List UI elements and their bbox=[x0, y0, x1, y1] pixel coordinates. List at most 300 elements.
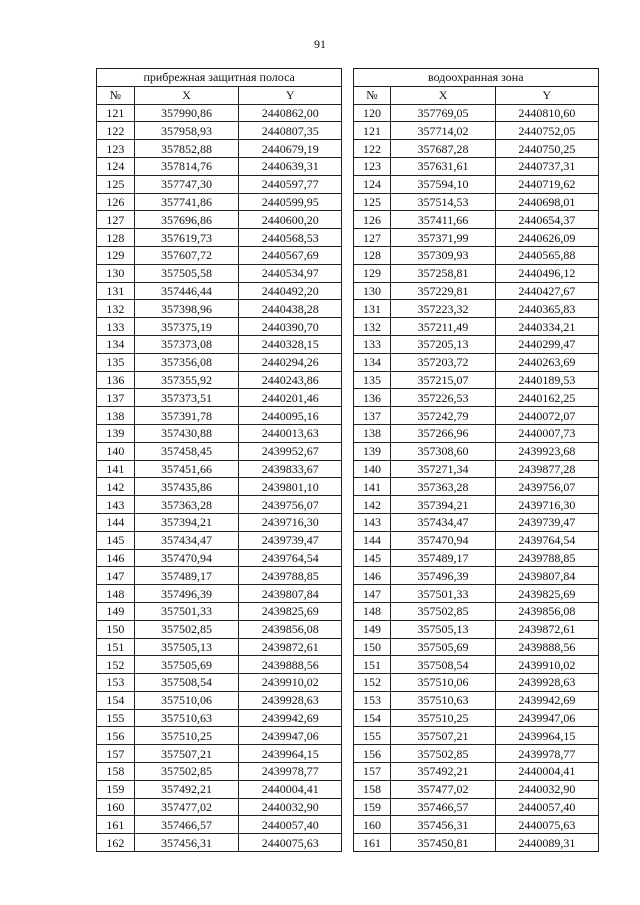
left-cell-x: 357510,63 bbox=[134, 709, 238, 727]
table-row bbox=[97, 389, 599, 407]
left-cell-x: 357451,66 bbox=[134, 460, 238, 478]
right-cell-x: 357266,96 bbox=[391, 424, 495, 442]
left-cell-number: 156 bbox=[97, 727, 135, 745]
left-cell-x: 357430,88 bbox=[134, 424, 238, 442]
column-gap bbox=[342, 282, 353, 300]
right-cell-y: 2440752,05 bbox=[495, 122, 598, 140]
left-cell-number: 157 bbox=[97, 745, 135, 763]
column-gap bbox=[342, 656, 353, 674]
column-gap bbox=[342, 104, 353, 122]
left-header-number: № bbox=[97, 86, 135, 104]
right-cell-x: 357502,85 bbox=[391, 745, 495, 763]
right-cell-y: 2440698,01 bbox=[495, 193, 598, 211]
right-cell-y: 2439756,07 bbox=[495, 478, 598, 496]
page-number: 91 bbox=[314, 37, 326, 51]
table-row bbox=[97, 531, 599, 549]
column-gap bbox=[342, 175, 353, 193]
right-cell-x: 357501,33 bbox=[391, 585, 495, 603]
right-cell-number: 124 bbox=[353, 175, 391, 193]
right-cell-number: 148 bbox=[353, 602, 391, 620]
right-cell-y: 2440072,07 bbox=[495, 407, 598, 425]
column-gap bbox=[342, 745, 353, 763]
table-row bbox=[97, 709, 599, 727]
left-cell-number: 161 bbox=[97, 816, 135, 834]
right-cell-x: 357769,05 bbox=[391, 104, 495, 122]
left-cell-y: 2439833,67 bbox=[239, 460, 342, 478]
left-cell-x: 357990,86 bbox=[134, 104, 238, 122]
right-cell-x: 357502,85 bbox=[391, 602, 495, 620]
right-cell-number: 161 bbox=[353, 834, 391, 852]
table-row bbox=[97, 407, 599, 425]
right-cell-x: 357714,02 bbox=[391, 122, 495, 140]
right-cell-x: 357470,94 bbox=[391, 531, 495, 549]
table-row bbox=[97, 674, 599, 692]
column-gap bbox=[342, 193, 353, 211]
right-cell-x: 357242,79 bbox=[391, 407, 495, 425]
right-cell-y: 2440263,69 bbox=[495, 353, 598, 371]
left-cell-y: 2439978,77 bbox=[239, 763, 342, 781]
right-cell-y: 2440365,83 bbox=[495, 300, 598, 318]
column-gap bbox=[342, 229, 353, 247]
left-cell-number: 153 bbox=[97, 674, 135, 692]
right-cell-x: 357489,17 bbox=[391, 549, 495, 567]
right-cell-y: 2439978,77 bbox=[495, 745, 598, 763]
right-cell-x: 357371,99 bbox=[391, 229, 495, 247]
left-cell-y: 2440004,41 bbox=[239, 780, 342, 798]
right-header-x: X bbox=[391, 86, 495, 104]
left-cell-x: 357434,47 bbox=[134, 531, 238, 549]
left-cell-x: 357505,69 bbox=[134, 656, 238, 674]
right-cell-number: 129 bbox=[353, 264, 391, 282]
table-row bbox=[97, 460, 599, 478]
left-cell-x: 357492,21 bbox=[134, 780, 238, 798]
column-gap bbox=[342, 407, 353, 425]
left-cell-x: 357375,19 bbox=[134, 318, 238, 336]
left-cell-x: 357456,31 bbox=[134, 834, 238, 852]
right-cell-y: 2440007,73 bbox=[495, 424, 598, 442]
column-gap bbox=[342, 567, 353, 585]
right-cell-x: 357203,72 bbox=[391, 353, 495, 371]
left-cell-x: 357496,39 bbox=[134, 585, 238, 603]
table-row bbox=[97, 549, 599, 567]
left-cell-x: 357373,08 bbox=[134, 335, 238, 353]
column-gap bbox=[342, 638, 353, 656]
right-cell-number: 126 bbox=[353, 211, 391, 229]
left-cell-y: 2440639,31 bbox=[239, 157, 342, 175]
left-cell-number: 133 bbox=[97, 318, 135, 336]
table-row bbox=[97, 140, 599, 158]
left-cell-number: 130 bbox=[97, 264, 135, 282]
column-gap bbox=[342, 246, 353, 264]
left-cell-number: 136 bbox=[97, 371, 135, 389]
right-cell-number: 154 bbox=[353, 709, 391, 727]
left-cell-number: 144 bbox=[97, 513, 135, 531]
right-cell-number: 151 bbox=[353, 656, 391, 674]
left-cell-number: 141 bbox=[97, 460, 135, 478]
left-cell-y: 2440600,20 bbox=[239, 211, 342, 229]
right-cell-number: 146 bbox=[353, 567, 391, 585]
table-row bbox=[97, 157, 599, 175]
right-header-y: Y bbox=[495, 86, 598, 104]
column-gap bbox=[342, 727, 353, 745]
left-cell-number: 124 bbox=[97, 157, 135, 175]
column-gap bbox=[342, 353, 353, 371]
left-cell-y: 2440390,70 bbox=[239, 318, 342, 336]
left-cell-number: 131 bbox=[97, 282, 135, 300]
right-cell-number: 152 bbox=[353, 674, 391, 692]
left-cell-y: 2440095,16 bbox=[239, 407, 342, 425]
table-row bbox=[97, 371, 599, 389]
right-cell-x: 357631,61 bbox=[391, 157, 495, 175]
right-cell-number: 130 bbox=[353, 282, 391, 300]
left-cell-x: 357607,72 bbox=[134, 246, 238, 264]
right-cell-y: 2440032,90 bbox=[495, 780, 598, 798]
right-cell-y: 2439825,69 bbox=[495, 585, 598, 603]
right-cell-y: 2440810,60 bbox=[495, 104, 598, 122]
left-cell-y: 2440862,00 bbox=[239, 104, 342, 122]
table-row bbox=[97, 496, 599, 514]
left-cell-y: 2440201,46 bbox=[239, 389, 342, 407]
left-cell-y: 2440438,28 bbox=[239, 300, 342, 318]
right-cell-number: 153 bbox=[353, 691, 391, 709]
right-cell-y: 2440565,88 bbox=[495, 246, 598, 264]
right-cell-x: 357510,25 bbox=[391, 709, 495, 727]
table-row bbox=[97, 175, 599, 193]
column-gap bbox=[342, 300, 353, 318]
right-cell-x: 357226,53 bbox=[391, 389, 495, 407]
right-cell-x: 357687,28 bbox=[391, 140, 495, 158]
left-cell-number: 121 bbox=[97, 104, 135, 122]
left-cell-number: 140 bbox=[97, 442, 135, 460]
right-cell-y: 2439928,63 bbox=[495, 674, 598, 692]
right-cell-x: 357434,47 bbox=[391, 513, 495, 531]
table-row bbox=[97, 442, 599, 460]
left-cell-x: 357501,33 bbox=[134, 602, 238, 620]
column-gap bbox=[342, 602, 353, 620]
right-cell-number: 139 bbox=[353, 442, 391, 460]
left-cell-y: 2439716,30 bbox=[239, 513, 342, 531]
column-gap bbox=[342, 460, 353, 478]
left-cell-number: 150 bbox=[97, 620, 135, 638]
left-cell-x: 357466,57 bbox=[134, 816, 238, 834]
left-cell-x: 357696,86 bbox=[134, 211, 238, 229]
column-gap bbox=[342, 86, 353, 104]
left-cell-number: 147 bbox=[97, 567, 135, 585]
column-gap bbox=[342, 709, 353, 727]
left-cell-x: 357814,76 bbox=[134, 157, 238, 175]
right-cell-x: 357510,06 bbox=[391, 674, 495, 692]
table-row bbox=[97, 335, 599, 353]
column-gap bbox=[342, 318, 353, 336]
right-cell-number: 155 bbox=[353, 727, 391, 745]
right-cell-x: 357466,57 bbox=[391, 798, 495, 816]
right-cell-number: 149 bbox=[353, 620, 391, 638]
left-cell-number: 127 bbox=[97, 211, 135, 229]
left-cell-x: 357470,94 bbox=[134, 549, 238, 567]
left-cell-x: 357741,86 bbox=[134, 193, 238, 211]
left-cell-number: 143 bbox=[97, 496, 135, 514]
left-cell-x: 357852,88 bbox=[134, 140, 238, 158]
left-cell-number: 162 bbox=[97, 834, 135, 852]
left-cell-number: 146 bbox=[97, 549, 135, 567]
left-cell-y: 2439872,61 bbox=[239, 638, 342, 656]
right-cell-x: 357394,21 bbox=[391, 496, 495, 514]
right-cell-y: 2440057,40 bbox=[495, 798, 598, 816]
right-cell-number: 137 bbox=[353, 407, 391, 425]
left-cell-x: 357435,86 bbox=[134, 478, 238, 496]
left-cell-y: 2440492,20 bbox=[239, 282, 342, 300]
table-row bbox=[97, 620, 599, 638]
table-row bbox=[97, 567, 599, 585]
left-cell-x: 357373,51 bbox=[134, 389, 238, 407]
left-cell-y: 2440075,63 bbox=[239, 834, 342, 852]
left-cell-number: 142 bbox=[97, 478, 135, 496]
right-cell-number: 123 bbox=[353, 157, 391, 175]
left-cell-x: 357958,93 bbox=[134, 122, 238, 140]
left-cell-number: 145 bbox=[97, 531, 135, 549]
column-gap bbox=[342, 389, 353, 407]
table-row bbox=[97, 211, 599, 229]
left-cell-number: 149 bbox=[97, 602, 135, 620]
left-cell-x: 357391,78 bbox=[134, 407, 238, 425]
left-cell-x: 357505,58 bbox=[134, 264, 238, 282]
column-gap bbox=[342, 335, 353, 353]
column-gap bbox=[342, 816, 353, 834]
left-cell-y: 2439739,47 bbox=[239, 531, 342, 549]
right-cell-x: 357211,49 bbox=[391, 318, 495, 336]
right-cell-number: 158 bbox=[353, 780, 391, 798]
right-cell-y: 2440737,31 bbox=[495, 157, 598, 175]
left-cell-y: 2439801,10 bbox=[239, 478, 342, 496]
table-row bbox=[97, 513, 599, 531]
left-cell-y: 2440679,19 bbox=[239, 140, 342, 158]
column-gap bbox=[342, 122, 353, 140]
left-cell-x: 357355,92 bbox=[134, 371, 238, 389]
table-row bbox=[97, 122, 599, 140]
left-cell-x: 357356,08 bbox=[134, 353, 238, 371]
right-cell-y: 2439807,84 bbox=[495, 567, 598, 585]
table-row bbox=[97, 229, 599, 247]
left-cell-number: 158 bbox=[97, 763, 135, 781]
right-cell-number: 160 bbox=[353, 816, 391, 834]
left-cell-y: 2439928,63 bbox=[239, 691, 342, 709]
right-cell-x: 357215,07 bbox=[391, 371, 495, 389]
right-cell-number: 133 bbox=[353, 335, 391, 353]
left-cell-x: 357510,06 bbox=[134, 691, 238, 709]
right-cell-y: 2439856,08 bbox=[495, 602, 598, 620]
column-gap bbox=[342, 496, 353, 514]
table-row bbox=[97, 691, 599, 709]
right-cell-y: 2440626,09 bbox=[495, 229, 598, 247]
left-cell-x: 357489,17 bbox=[134, 567, 238, 585]
right-cell-y: 2439716,30 bbox=[495, 496, 598, 514]
left-cell-x: 357458,45 bbox=[134, 442, 238, 460]
right-cell-x: 357505,69 bbox=[391, 638, 495, 656]
column-gap bbox=[342, 513, 353, 531]
column-gap bbox=[342, 763, 353, 781]
right-header-number: № bbox=[353, 86, 391, 104]
left-cell-number: 129 bbox=[97, 246, 135, 264]
left-header-x: X bbox=[134, 86, 238, 104]
right-cell-number: 127 bbox=[353, 229, 391, 247]
column-gap bbox=[342, 478, 353, 496]
left-cell-x: 357502,85 bbox=[134, 620, 238, 638]
left-cell-y: 2440599,95 bbox=[239, 193, 342, 211]
right-cell-y: 2439964,15 bbox=[495, 727, 598, 745]
right-cell-y: 2439739,47 bbox=[495, 513, 598, 531]
table-row bbox=[97, 763, 599, 781]
right-cell-number: 156 bbox=[353, 745, 391, 763]
right-cell-x: 357594,10 bbox=[391, 175, 495, 193]
left-section-title: прибрежная защитная полоса bbox=[97, 69, 342, 87]
right-cell-x: 357229,81 bbox=[391, 282, 495, 300]
right-cell-y: 2440089,31 bbox=[495, 834, 598, 852]
left-cell-y: 2439947,06 bbox=[239, 727, 342, 745]
right-cell-number: 147 bbox=[353, 585, 391, 603]
table-row bbox=[97, 424, 599, 442]
right-cell-number: 132 bbox=[353, 318, 391, 336]
left-cell-x: 357394,21 bbox=[134, 513, 238, 531]
left-cell-y: 2440328,15 bbox=[239, 335, 342, 353]
left-cell-number: 135 bbox=[97, 353, 135, 371]
left-cell-number: 128 bbox=[97, 229, 135, 247]
column-gap bbox=[342, 798, 353, 816]
right-cell-number: 125 bbox=[353, 193, 391, 211]
left-cell-y: 2440057,40 bbox=[239, 816, 342, 834]
table-row bbox=[97, 300, 599, 318]
right-cell-number: 135 bbox=[353, 371, 391, 389]
left-cell-number: 154 bbox=[97, 691, 135, 709]
right-cell-number: 159 bbox=[353, 798, 391, 816]
left-cell-number: 134 bbox=[97, 335, 135, 353]
right-cell-y: 2439888,56 bbox=[495, 638, 598, 656]
table-row bbox=[97, 656, 599, 674]
table-row bbox=[97, 478, 599, 496]
left-cell-x: 357505,13 bbox=[134, 638, 238, 656]
right-cell-number: 131 bbox=[353, 300, 391, 318]
column-gap bbox=[342, 585, 353, 603]
right-cell-y: 2439910,02 bbox=[495, 656, 598, 674]
left-cell-y: 2439825,69 bbox=[239, 602, 342, 620]
right-cell-x: 357492,21 bbox=[391, 763, 495, 781]
right-cell-number: 121 bbox=[353, 122, 391, 140]
table-row bbox=[97, 816, 599, 834]
right-cell-x: 357411,66 bbox=[391, 211, 495, 229]
right-cell-x: 357456,31 bbox=[391, 816, 495, 834]
column-gap bbox=[342, 424, 353, 442]
right-cell-number: 157 bbox=[353, 763, 391, 781]
column-gap bbox=[342, 834, 353, 852]
left-cell-x: 357510,25 bbox=[134, 727, 238, 745]
left-cell-x: 357619,73 bbox=[134, 229, 238, 247]
column-gap bbox=[342, 69, 353, 87]
left-cell-number: 125 bbox=[97, 175, 135, 193]
left-cell-number: 137 bbox=[97, 389, 135, 407]
column-gap bbox=[342, 371, 353, 389]
column-gap bbox=[342, 157, 353, 175]
right-cell-x: 357308,60 bbox=[391, 442, 495, 460]
right-cell-y: 2440075,63 bbox=[495, 816, 598, 834]
right-cell-y: 2440750,25 bbox=[495, 140, 598, 158]
left-cell-y: 2440534,97 bbox=[239, 264, 342, 282]
table-row bbox=[97, 318, 599, 336]
left-cell-x: 357398,96 bbox=[134, 300, 238, 318]
header-row bbox=[97, 86, 599, 104]
right-cell-y: 2439942,69 bbox=[495, 691, 598, 709]
column-gap bbox=[342, 442, 353, 460]
right-section-title: водоохранная зона bbox=[353, 69, 598, 87]
column-gap bbox=[342, 780, 353, 798]
left-cell-number: 148 bbox=[97, 585, 135, 603]
table-row bbox=[97, 282, 599, 300]
left-cell-number: 138 bbox=[97, 407, 135, 425]
table-row bbox=[97, 585, 599, 603]
right-cell-number: 145 bbox=[353, 549, 391, 567]
coordinates-table bbox=[96, 68, 599, 852]
right-cell-x: 357477,02 bbox=[391, 780, 495, 798]
table-row bbox=[97, 246, 599, 264]
table-row bbox=[97, 780, 599, 798]
table-row bbox=[97, 193, 599, 211]
right-cell-y: 2439788,85 bbox=[495, 549, 598, 567]
right-cell-x: 357309,93 bbox=[391, 246, 495, 264]
right-cell-x: 357496,39 bbox=[391, 567, 495, 585]
left-cell-x: 357363,28 bbox=[134, 496, 238, 514]
left-cell-y: 2439788,85 bbox=[239, 567, 342, 585]
column-gap bbox=[342, 549, 353, 567]
left-cell-number: 160 bbox=[97, 798, 135, 816]
table-row bbox=[97, 264, 599, 282]
left-cell-number: 159 bbox=[97, 780, 135, 798]
left-cell-number: 155 bbox=[97, 709, 135, 727]
column-gap bbox=[342, 674, 353, 692]
left-cell-number: 132 bbox=[97, 300, 135, 318]
column-gap bbox=[342, 264, 353, 282]
column-gap bbox=[342, 531, 353, 549]
right-cell-number: 140 bbox=[353, 460, 391, 478]
right-cell-x: 357205,13 bbox=[391, 335, 495, 353]
left-cell-y: 2440807,35 bbox=[239, 122, 342, 140]
table-row bbox=[97, 104, 599, 122]
left-cell-y: 2440013,63 bbox=[239, 424, 342, 442]
right-cell-x: 357450,81 bbox=[391, 834, 495, 852]
right-cell-number: 144 bbox=[353, 531, 391, 549]
right-cell-x: 357514,53 bbox=[391, 193, 495, 211]
right-cell-y: 2439764,54 bbox=[495, 531, 598, 549]
right-cell-x: 357363,28 bbox=[391, 478, 495, 496]
right-cell-y: 2440004,41 bbox=[495, 763, 598, 781]
right-cell-x: 357505,13 bbox=[391, 620, 495, 638]
right-cell-number: 143 bbox=[353, 513, 391, 531]
left-cell-y: 2440597,77 bbox=[239, 175, 342, 193]
left-cell-y: 2439764,54 bbox=[239, 549, 342, 567]
table-row bbox=[97, 745, 599, 763]
left-cell-x: 357477,02 bbox=[134, 798, 238, 816]
right-cell-y: 2440162,25 bbox=[495, 389, 598, 407]
left-cell-y: 2439910,02 bbox=[239, 674, 342, 692]
right-cell-number: 134 bbox=[353, 353, 391, 371]
right-cell-number: 122 bbox=[353, 140, 391, 158]
right-cell-number: 136 bbox=[353, 389, 391, 407]
left-cell-y: 2440032,90 bbox=[239, 798, 342, 816]
right-cell-number: 138 bbox=[353, 424, 391, 442]
column-gap bbox=[342, 140, 353, 158]
left-cell-y: 2439856,08 bbox=[239, 620, 342, 638]
left-cell-x: 357502,85 bbox=[134, 763, 238, 781]
right-cell-y: 2440654,37 bbox=[495, 211, 598, 229]
right-cell-number: 120 bbox=[353, 104, 391, 122]
right-cell-y: 2440496,12 bbox=[495, 264, 598, 282]
